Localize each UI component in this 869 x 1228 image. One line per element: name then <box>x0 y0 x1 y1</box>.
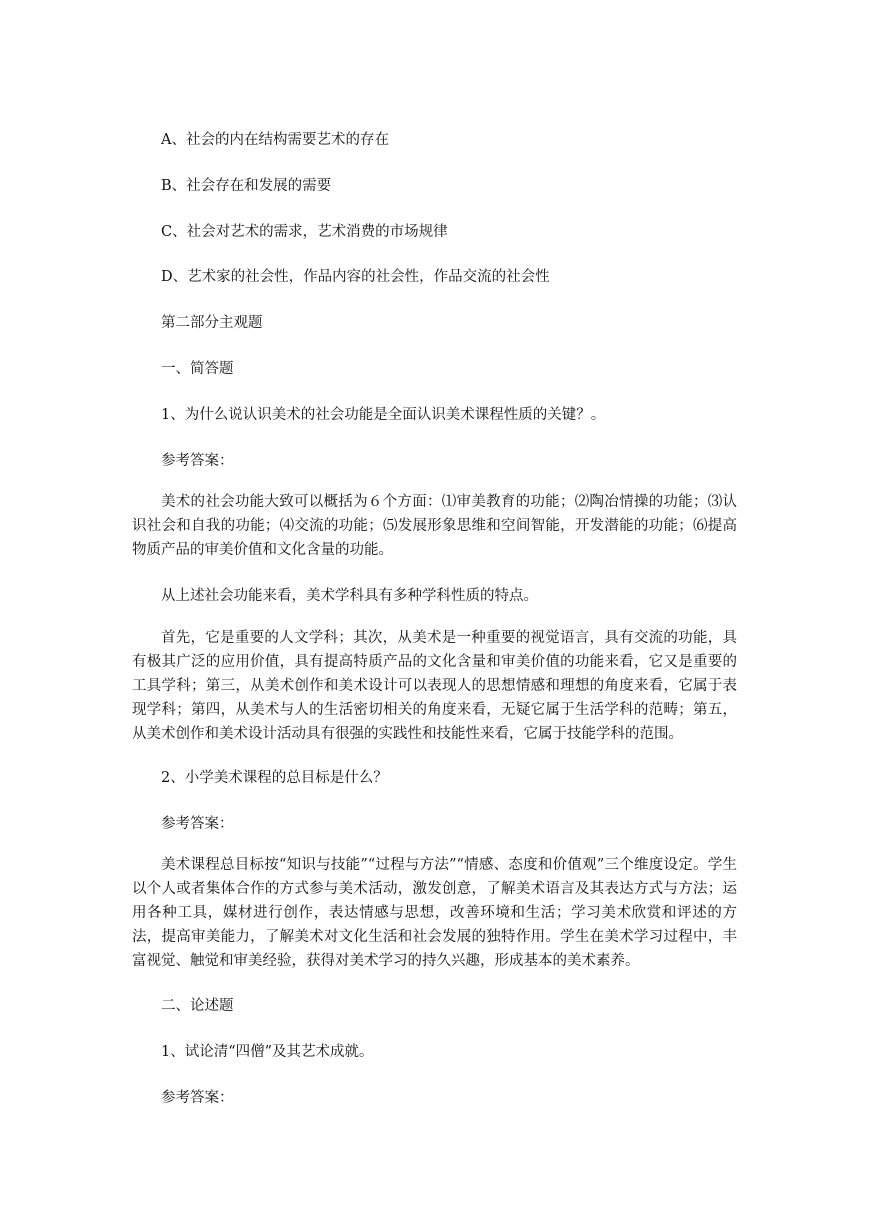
option-c: C、社会对艺术的需求，艺术消费的市场规律 <box>161 224 448 240</box>
question-2-answer-label: 参考答案： <box>161 816 234 832</box>
question-3-answer-label: 参考答案： <box>161 1090 234 1106</box>
part-two-heading: 第二部分主观题 <box>161 315 263 331</box>
question-2: 2、小学美术课程的总目标是什么？ <box>161 770 388 786</box>
question-1-answer-paragraph-2: 从上述社会功能来看，美术学科具有多种学科性质的特点。 <box>161 588 538 604</box>
question-1: 1、为什么说认识美术的社会功能是全面认识美术课程性质的关键？。 <box>161 407 606 423</box>
option-b: B、社会存在和发展的需要 <box>161 178 332 194</box>
question-3: 1、试论清“四僧”及其艺术成就。 <box>161 1044 374 1060</box>
option-a: A、社会的内在结构需要艺术的存在 <box>161 132 389 148</box>
question-1-answer-paragraph-3: 首先，它是重要的人文学科；其次，从美术是一种重要的视觉语言，具有交流的功能，具有极其广泛的应用价值，具有提高特质产品的文化含量和审美价值的功能来看，它又是重要的工具学科；第三，从美术创作和美术设计可以表现人的思想情感和理想的角度来看，它属于表现学科；第四，从美术与人的生活密切相关的角度来看，无疑它属于生活学科的范畴；第五，从美术创作和美术设计活动具有很强的实践性和技能性来看，它属于技能学科的范围。 <box>132 630 737 742</box>
question-1-answer-paragraph-1: 美术的社会功能大致可以概括为６个方面：⑴审美教育的功能；⑵陶冶情操的功能；⑶认识社会和自我的功能；⑷交流的功能；⑸发展形象思维和空间智能，开发潜能的功能；⑹提高物质产品的审美价值和文化含量的功能。 <box>132 494 737 558</box>
section-one-heading: 一、简答题 <box>161 361 234 377</box>
question-1-answer-label: 参考答案： <box>161 453 234 469</box>
option-d: D、艺术家的社会性，作品内容的社会性，作品交流的社会性 <box>161 269 550 285</box>
question-2-answer-paragraph-1: 美术课程总目标按“知识与技能”“过程与方法”“情感、态度和价值观”三个维度设定。学生以个人或者集体合作的方式参与美术活动，激发创意，了解美术语言及其表达方式与方法；运用各种工具，媒材进行创作，表达情感与思想，改善环境和生活；学习美术欣赏和评述的方法，提高审美能力，了解美术对文化生活和社会发展的独特作用。学生在美术学习过程中，丰富视觉、触觉和审美经验，获得对美术学习的持久兴趣，形成基本的美术素养。 <box>132 857 737 969</box>
section-two-heading: 二、论述题 <box>161 998 234 1014</box>
